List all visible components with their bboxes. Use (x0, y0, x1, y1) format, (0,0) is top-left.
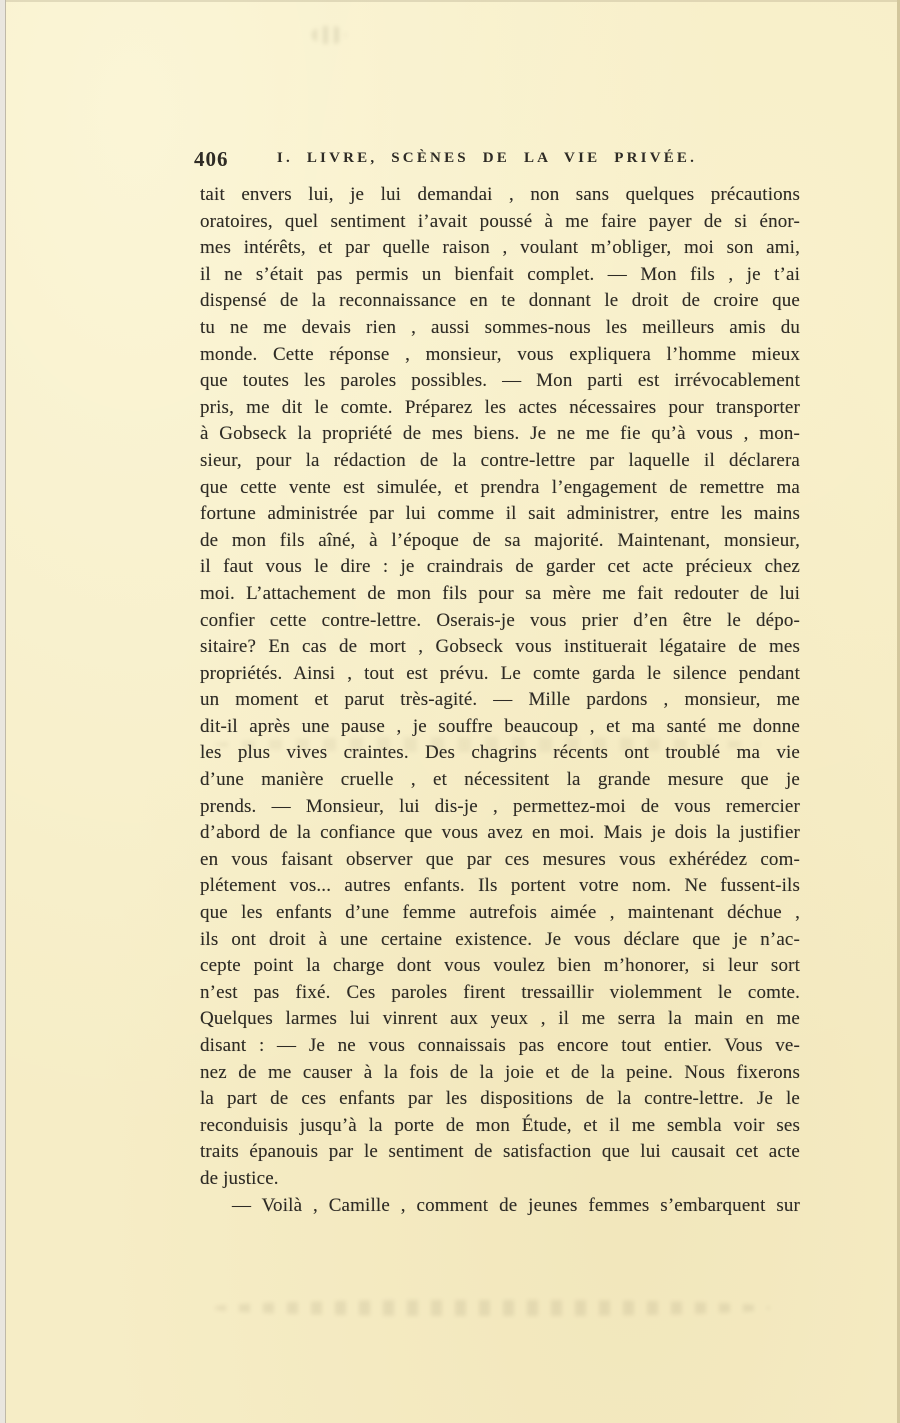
text-line: un moment et parut très-agité. — Mille pardons , monsieur, me (200, 689, 800, 711)
text-line: confier cette contre-lettre. Oserais-je vous prier d’en être le dépo- (200, 609, 800, 631)
text-line: oratoires, quel sentiment i’avait poussé à me faire payer de si énor- (200, 210, 800, 232)
text-line: ils ont droit à une certaine existence. Je vous déclare que je n’ac- (200, 928, 800, 950)
text-line: à Gobseck la propriété de mes biens. Je ne me fie qu’à vous , mon- (200, 423, 800, 445)
text-line: il ne s’était pas permis un bienfait complet. — Mon fils , je t’ai (200, 263, 800, 285)
text-line: n’est pas fixé. Ces paroles firent tressaillir violemment le comte. (200, 981, 800, 1003)
text-line: mes intérêts, et par quelle raison , voulant m’obliger, moi son ami, (200, 237, 800, 259)
text-line: cepte point la charge dont vous voulez bien m’honorer, si leur sort (200, 955, 800, 977)
text-line: d’abord de la confiance que vous avez en moi. Mais je dois la justifier (200, 822, 800, 844)
bleed-through-smudge (312, 26, 346, 44)
text-line: en vous faisant observer que par ces mesures vous exhérédez com- (200, 848, 800, 870)
text-line: fortune administrée par lui comme il sait administrer, entre les mains (200, 503, 800, 525)
text-line: nez de me causer à la fois de la joie et de la peine. Nous fixerons (200, 1061, 800, 1083)
text-line: que les enfants d’une femme autrefois aimée , maintenant déchue , (200, 902, 800, 924)
text-line: monde. Cette réponse , monsieur, vous expliquera l’homme mieux (200, 343, 800, 365)
body-text (200, 182, 800, 1219)
text-line: disant : — Je ne vous connaissais pas encore tout entier. Vous ve- (200, 1035, 800, 1056)
text-line: prends. — Monsieur, lui dis-je , permettez-moi de vous remercier (200, 795, 800, 817)
text-line: d’une manière cruelle , et nécessitent la grande mesure que je (200, 769, 800, 791)
bleed-through-smudge (215, 1300, 770, 1316)
text-line: moi. L’attachement de mon fils pour sa mère me fait redouter de lui (200, 582, 800, 604)
text-line: dispensé de la reconnaissance en te donnant le droit de croire que (200, 290, 800, 312)
text-line: que cette vente est simulée, et prendra l’engagement de remettre ma (200, 476, 800, 498)
text-line: plétement vos... autres enfants. Ils portent votre nom. Ne fussent-ils (200, 875, 800, 897)
text-line: reconduisis jusqu’à la porte de mon Étude, et il me sembla voir ses (200, 1114, 800, 1136)
text-line: sitaire? En cas de mort , Gobseck vous instituerait légataire de mes (200, 636, 800, 658)
scan-edge-left (0, 0, 6, 1423)
running-title: I. LIVRE, SCÈNES DE LA VIE PRIVÉE. (276, 150, 698, 166)
text-line: il faut vous le dire : je craindrais de garder cet acte précieux chez (200, 556, 800, 578)
text-line: dit-il après une pause , je souffre beaucoup , et ma santé me donne (200, 715, 800, 737)
text-line: pris, me dit le comte. Préparez les actes nécessaires pour transporter (200, 396, 800, 418)
text-line: de mon fils aîné, à l’époque de sa majorité. Maintenant, monsieur, (200, 529, 800, 551)
text-line: — Voilà , Camille , comment de jeunes femmes s’embarquent sur (232, 1194, 800, 1216)
text-line: Quelques larmes lui vinrent aux yeux , il me serra la main en me (200, 1008, 800, 1030)
text-line: tu ne me devais rien , aussi sommes-nous les meilleurs amis du (200, 316, 800, 338)
scan-edge-top (0, 0, 900, 2)
running-header (194, 146, 800, 174)
text-line: tait envers lui, je lui demandai , non sans quelques précautions (200, 184, 800, 205)
text-line: les plus vives craintes. Des chagrins récents ont troublé ma vie (200, 742, 800, 764)
page-number: 406 (194, 147, 229, 171)
text-line: sieur, pour la rédaction de la contre-lettre par laquelle il déclarera (200, 449, 800, 471)
text-line: la part de ces enfants par les dispositions de la contre-lettre. Je le (200, 1088, 800, 1110)
text-line: que toutes les paroles possibles. — Mon parti est irrévocablement (200, 370, 800, 392)
text-line: propriétés. Ainsi , tout est prévu. Le comte garda le silence pendant (200, 662, 800, 684)
text-line: de justice. (200, 1167, 279, 1189)
text-line: traits épanouis par le sentiment de satisfaction que lui causait cet acte (200, 1141, 800, 1163)
